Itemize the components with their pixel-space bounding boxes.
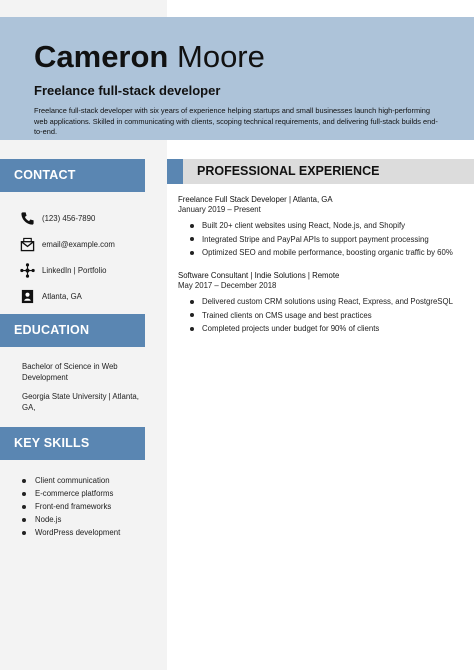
- contact-list: [20, 205, 160, 309]
- contact-heading: CONTACT: [0, 159, 145, 192]
- list-item: [190, 219, 468, 233]
- bullet-text: Optimized SEO and mobile performance, boosting organic traffic by 60%: [202, 248, 453, 257]
- job-entry: [178, 195, 468, 260]
- bullet-icon: [190, 224, 194, 228]
- bullet-icon: [190, 327, 194, 331]
- bullet-icon: [190, 313, 194, 317]
- bullet-text: Completed projects under budget for 90% of clients: [202, 324, 380, 333]
- contact-text: email@example.com: [42, 239, 115, 249]
- job-entry: [178, 271, 468, 336]
- location-icon: [20, 289, 35, 304]
- contact-location: [20, 283, 160, 309]
- bullet-icon: [190, 237, 194, 241]
- list-item: [190, 233, 468, 247]
- contact-text: LinkedIn | Portfolio: [42, 265, 107, 275]
- last-name: Moore: [177, 39, 265, 74]
- bullet-text: Trained clients on CMS usage and best practices: [202, 310, 372, 320]
- bullet-text: Built 20+ client websites using React, Node.js, and Shopify: [202, 221, 406, 230]
- bullet-icon: [22, 531, 26, 535]
- bullet-text: Delivered custom CRM solutions using React, Express, and PostgreSQL: [202, 297, 453, 306]
- resume-header: [0, 17, 474, 140]
- skill-text: WordPress development: [35, 528, 121, 537]
- contact-links: [20, 257, 160, 283]
- list-item: [190, 246, 468, 260]
- skill-text: Client communication: [35, 476, 110, 485]
- skill-text: E-commerce platforms: [35, 489, 114, 498]
- bullet-icon: [22, 505, 26, 509]
- skill-text: Front-end frameworks: [35, 502, 112, 511]
- bullet-text: Integrated Stripe and PayPal APIs to support payment processing: [202, 234, 429, 244]
- bullet-icon: [22, 518, 26, 522]
- contact-text: (123) 456-7890: [42, 213, 96, 223]
- first-name: Cameron: [34, 39, 169, 74]
- list-item: [190, 295, 468, 309]
- job-title-line: Freelance Full Stack Developer | Atlanta, GA: [178, 195, 333, 204]
- network-icon: [20, 263, 35, 278]
- contact-phone: [20, 205, 160, 231]
- list-item: [22, 513, 152, 526]
- list-item: [22, 500, 152, 513]
- list-item: [22, 474, 152, 487]
- bullet-icon: [190, 251, 194, 255]
- education-degree: Bachelor of Science in Web Development: [22, 362, 118, 382]
- bullet-icon: [22, 479, 26, 483]
- contact-email: [20, 231, 160, 257]
- bullet-icon: [22, 492, 26, 496]
- job-bullets: [178, 219, 468, 260]
- experience-heading: PROFESSIONAL EXPERIENCE: [197, 164, 380, 178]
- experience-accent: [167, 159, 183, 184]
- skills-heading: KEY SKILLS: [0, 427, 145, 460]
- skill-text: Node.js: [35, 515, 62, 524]
- bullet-icon: [190, 300, 194, 304]
- skills-list: [22, 474, 152, 539]
- contact-text: Atlanta, GA: [42, 291, 82, 301]
- summary-text: Freelance full-stack developer with six years of experience helping startups and small businesses launch high-performing web applications. Skilled in communicating with clients, scoping technical requirements, and delivering full-stack builds end-to-end.: [34, 106, 438, 136]
- candidate-name: [34, 39, 454, 75]
- list-item: [22, 487, 152, 500]
- education-school: Georgia State University | Atlanta, GA,: [22, 392, 139, 412]
- list-item: [22, 526, 152, 539]
- job-bullets: [178, 295, 468, 336]
- education-heading: EDUCATION: [0, 314, 145, 347]
- list-item: [190, 309, 468, 323]
- mail-icon: [20, 237, 35, 252]
- job-dates: May 2017 – December 2018: [178, 281, 277, 290]
- job-title: Freelance full-stack developer: [34, 83, 221, 98]
- job-title-line: Software Consultant | Indie Solutions | Remote: [178, 271, 340, 280]
- job-dates: January 2019 – Present: [178, 205, 261, 214]
- list-item: [190, 322, 468, 336]
- phone-icon: [20, 211, 35, 226]
